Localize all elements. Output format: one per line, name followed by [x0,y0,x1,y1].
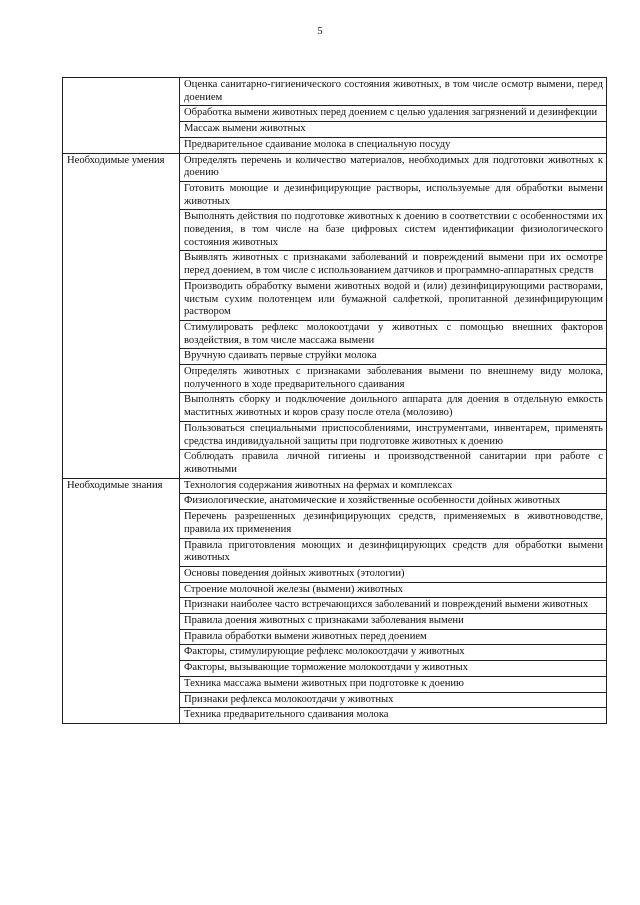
section-label-skills: Необходимые умения [63,153,180,478]
table-cell: Признаки наиболее часто встречающихся заболеваний и повреждений вымени животных [180,598,607,614]
table-cell: Соблюдать правила личной гигиены и производственной санитарии при работе с животными [180,450,607,478]
table-cell: Техника предварительного сдаивания молока [180,708,607,724]
table-cell: Выполнять сборку и подключение доильного аппарата для доения в отдельную емкость маститных животных и коров сразу после отела (молозиво) [180,393,607,421]
table-cell: Признаки рефлекса молокоотдачи у животных [180,692,607,708]
table-cell: Готовить моющие и дезинфицирующие растворы, используемые для обработки вымени животных [180,181,607,209]
section-label [63,78,180,154]
table-cell: Техника массажа вымени животных при подготовке к доению [180,676,607,692]
table-cell: Правила обработки вымени животных перед доением [180,629,607,645]
table-cell: Перечень разрешенных дезинфицирующих средств, применяемых в животноводстве, правила их применения [180,510,607,538]
table-cell: Строение молочной железы (вымени) животных [180,582,607,598]
table-cell: Производить обработку вымени животных водой и (или) дезинфицирующими растворами, чистым сухим полотенцем или бумажной салфеткой, пропитанной дезинфицирующим раствором [180,279,607,320]
table-cell: Правила приготовления моющих и дезинфицирующих средств для обработки вымени животных [180,538,607,566]
table-cell: Факторы, стимулирующие рефлекс молокоотдачи у животных [180,645,607,661]
competency-table [62,77,607,724]
page-number: 5 [317,26,323,37]
section-label-knowledge: Необходимые знания [63,478,180,723]
table-cell: Физиологические, анатомические и хозяйственные особенности дойных животных [180,494,607,510]
table-cell: Правила доения животных с признаками заболевания вымени [180,614,607,630]
table-cell: Выполнять действия по подготовке животных к доению в соответствии с особенностями их поведения, в том числе на базе цифровых систем идентификации физиологического состояния животных [180,210,607,251]
table-cell: Факторы, вызывающие торможение молокоотдачи у животных [180,661,607,677]
table-cell: Массаж вымени животных [180,122,607,138]
table-cell: Обработка вымени животных перед доением с целью удаления загрязнений и дезинфекции [180,106,607,122]
table-cell: Стимулировать рефлекс молокоотдачи у животных с помощью внешних факторов воздействия, в том числе массажа вымени [180,320,607,348]
table-row [63,478,607,494]
table-row [63,78,607,106]
table-cell: Предварительное сдаивание молока в специальную посуду [180,137,607,153]
table-cell: Определять животных с признаками заболевания вымени по внешнему виду молока, полученного в ходе предварительного сдаивания [180,365,607,393]
table-cell: Оценка санитарно-гигиенического состояния животных, в том числе осмотр вымени, перед доением [180,78,607,106]
table-cell: Технология содержания животных на фермах и комплексах [180,478,607,494]
table-cell: Выявлять животных с признаками заболеваний и повреждений вымени при их осмотре перед доением, в том числе с использованием датчиков и программно-аппаратных средств [180,251,607,279]
table-cell: Определять перечень и количество материалов, необходимых для подготовки животных к доению [180,153,607,181]
table-cell: Пользоваться специальными приспособлениями, инструментами, инвентарем, применять средства индивидуальной защиты при подготовке животных к доению [180,421,607,449]
table-row [63,153,607,181]
table-cell: Вручную сдаивать первые струйки молока [180,349,607,365]
table-cell: Основы поведения дойных животных (этологии) [180,566,607,582]
